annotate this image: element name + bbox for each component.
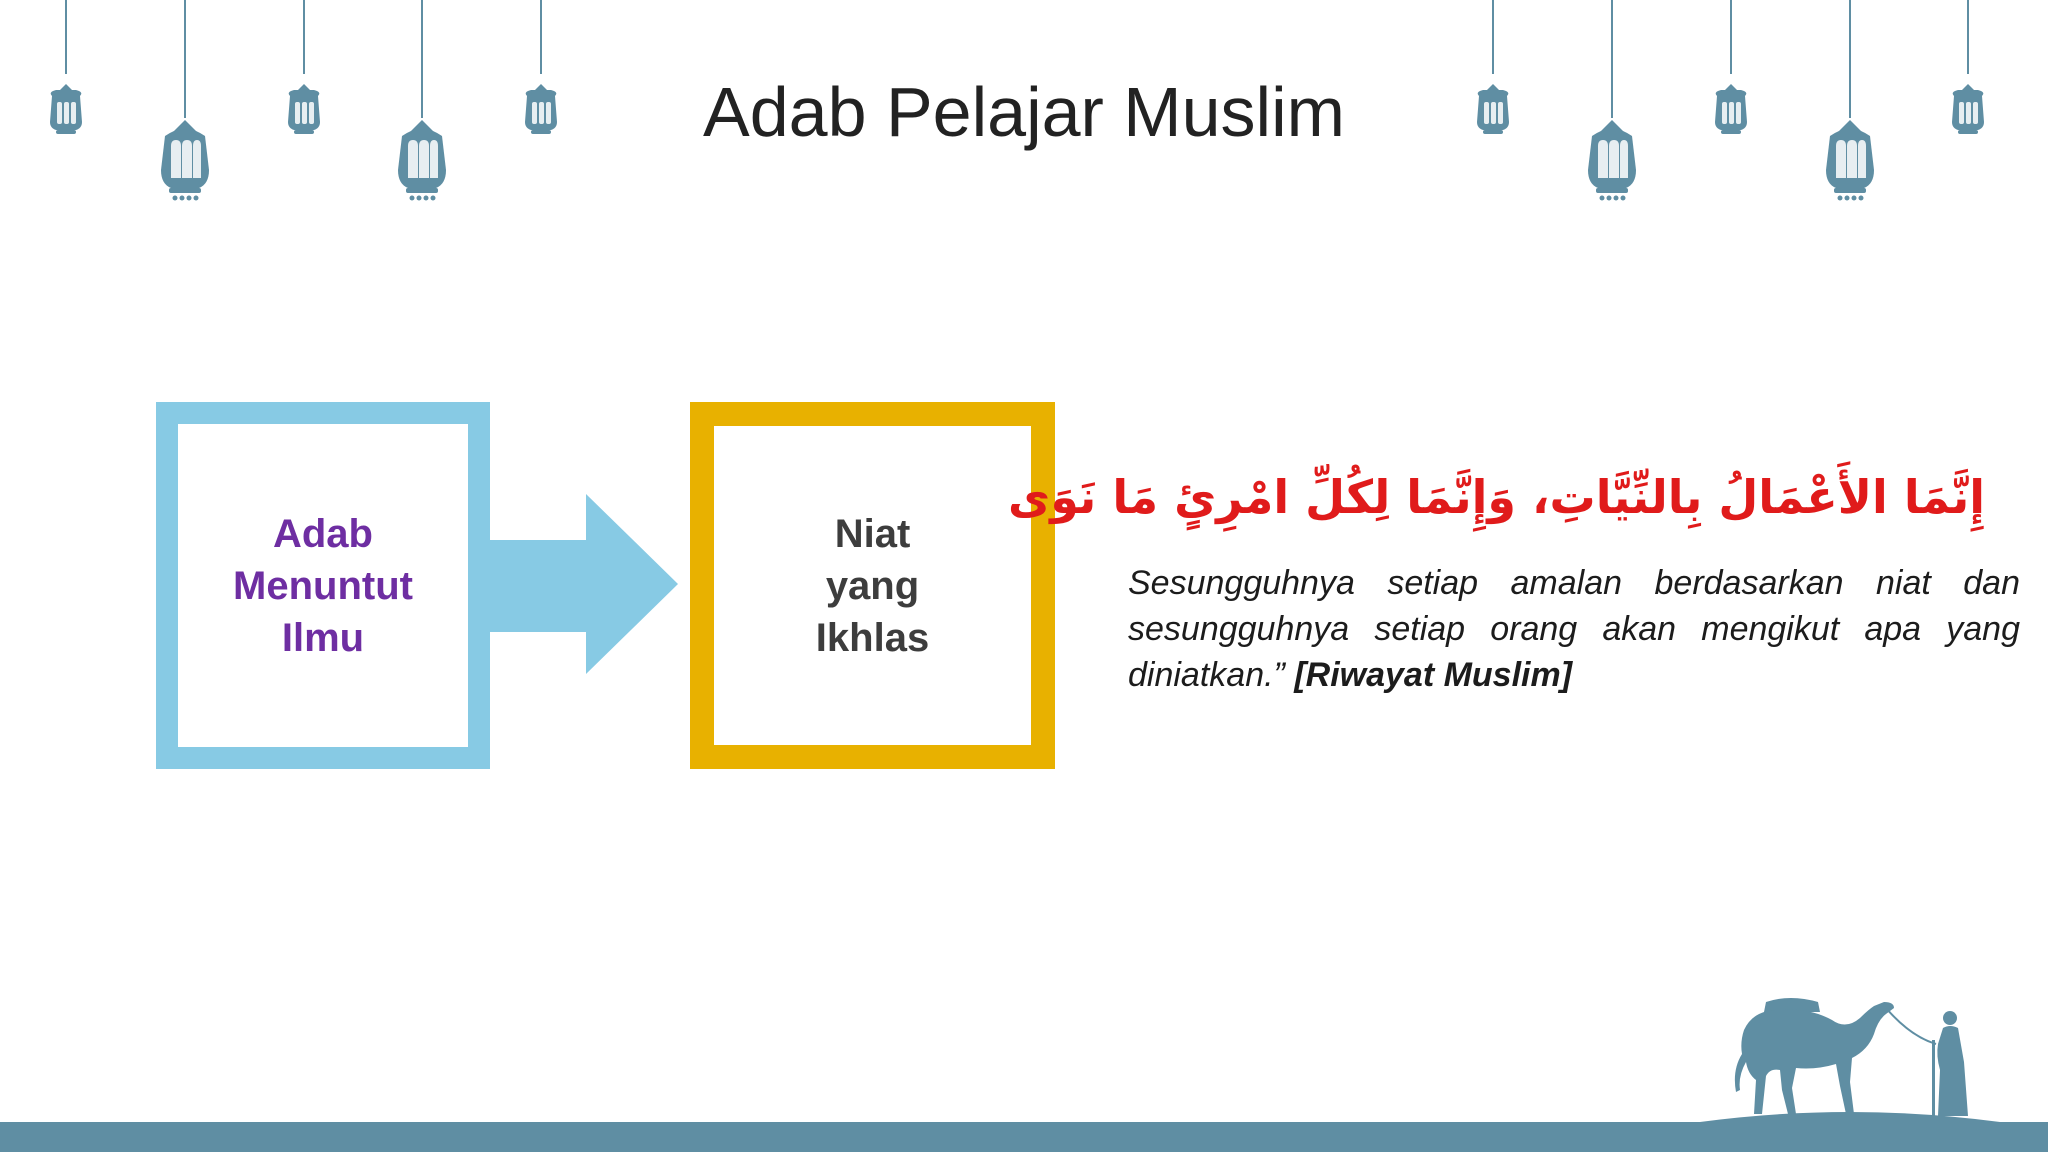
hadith-translation	[1128, 560, 2020, 698]
right-box-line: Niat	[834, 511, 911, 556]
right-box-line: yang	[825, 563, 920, 608]
niat-yang-ikhlas-box	[690, 402, 1055, 769]
hadith-translation-text: Sesungguhnya setiap amalan berdasarkan niat dan sesungguhnya setiap orang akan mengikut apa yang diniatkan.”	[1128, 564, 2020, 694]
left-box-line: Adab	[272, 511, 373, 556]
left-box-line: Ilmu	[281, 615, 365, 660]
slide-title: Adab Pelajar Muslim	[703, 73, 1345, 151]
adab-menuntut-ilmu-box	[156, 402, 490, 769]
right-box-line: Ikhlas	[815, 615, 930, 660]
hadith-arabic-text: إِنَّمَا الأَعْمَالُ بِالنِّيَّاتِ، وَإِنَّمَا لِكُلِّ امْرِئٍ مَا نَوَى	[1008, 470, 1985, 524]
arrow-right-icon	[488, 494, 680, 674]
left-box-line: Menuntut	[233, 563, 413, 608]
hadith-source: [Riwayat Muslim]	[1294, 656, 1573, 694]
footer-bar	[0, 1122, 2048, 1152]
camel-silhouette-icon	[1700, 990, 2000, 1125]
